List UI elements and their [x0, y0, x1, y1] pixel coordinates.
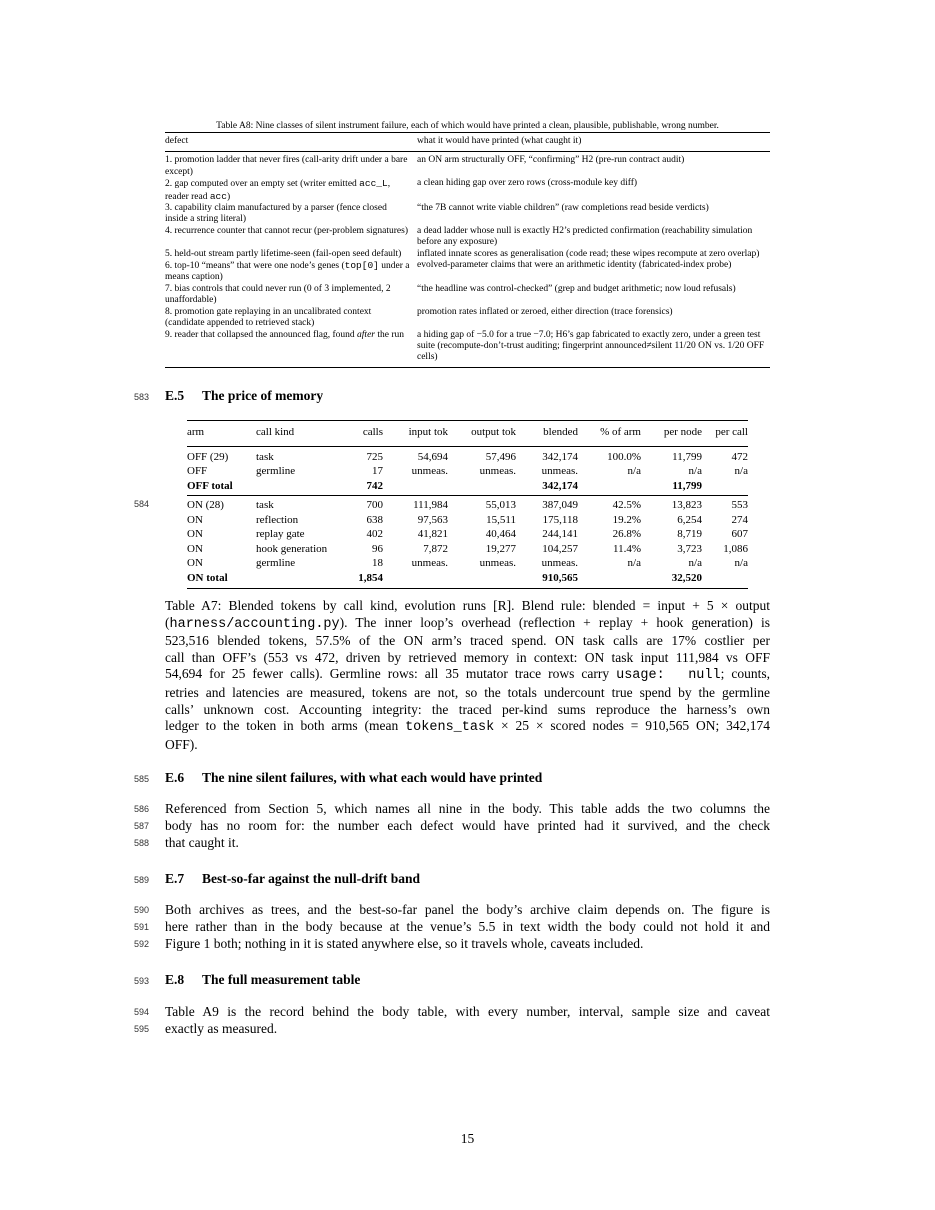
code-text: acc [209, 190, 227, 202]
table-a7-grid [187, 420, 748, 589]
table-cell: germline [256, 465, 296, 477]
code-text: usage: null [616, 668, 721, 684]
caption-line [165, 598, 770, 615]
table-cell: 342,174 [542, 450, 578, 463]
table-cell [383, 571, 448, 589]
table-cell: 26.8% [612, 528, 641, 540]
table-cell: 472 [731, 450, 748, 463]
table-cell: 7,872 [423, 542, 448, 555]
table-cell: 40,464 [485, 528, 516, 540]
table-cell: OFF (29) [187, 450, 229, 463]
defect-text: ) [226, 191, 231, 202]
table-cell: 402 [366, 528, 383, 540]
defect-cell [165, 260, 417, 284]
table-cell: 175,118 [542, 513, 578, 526]
defect-cell: 3. capability claim manufactured by a parser (fence closed inside a string literal) [165, 203, 387, 225]
caption-text: ( [165, 614, 170, 630]
code-text: acc_L [359, 178, 388, 190]
table-cell: 244,141 [542, 528, 578, 540]
line-number: 591 [134, 922, 150, 932]
table-cell [578, 571, 641, 589]
table-cell: 638 [366, 513, 383, 526]
section-e7-paragraph [165, 901, 770, 952]
table-a7-header-row [187, 421, 748, 447]
table-cell: n/a [734, 557, 748, 569]
section-number: E.6 [165, 770, 185, 785]
table-row [187, 446, 748, 464]
table-row [165, 260, 770, 284]
table-cell: ON [187, 542, 203, 555]
defect-text: , reader read [165, 179, 391, 202]
table-cell: unmeas. [411, 557, 448, 569]
line-number: 584 [134, 499, 150, 509]
table-cell [448, 479, 516, 496]
table-cell: 111,984 [413, 499, 448, 511]
line-number: 586 [134, 804, 150, 814]
defect-cell [165, 178, 417, 203]
line-number: 592 [134, 939, 150, 949]
section-e6-paragraph [165, 800, 770, 851]
table-row [165, 284, 770, 307]
table-row [165, 249, 770, 260]
defect-text: 6. top-10 “means” that were one node’s genes ( [165, 261, 345, 272]
section-heading-e8 [165, 972, 360, 988]
table-a8-caption: Table A8: Nine classes of silent instrument failure, each of which would have printed a clean, plausible, publishable, wrong number. [216, 121, 719, 131]
section-title: The full measurement table [202, 972, 361, 987]
table-cell: unmeas. [541, 465, 578, 477]
defect-cell: 4. recurrence counter that cannot recur (per-problem signatures) [165, 225, 408, 236]
table-cell: 54,694 [417, 450, 448, 463]
table-cell: 19.2% [612, 513, 641, 526]
table-cell: 700 [366, 499, 383, 511]
table-cell: 8,719 [677, 528, 702, 540]
line-number: 583 [134, 392, 150, 402]
caption-text: 54,694 for 25 fewer calls). Germline rows: all 35 mutator trace rows carry [165, 666, 617, 682]
table-cell: 910,565 [516, 571, 578, 589]
table-cell: 553 [731, 499, 748, 511]
defect-cell: 1. promotion ladder that never fires (call-arity drift under a bare except) [165, 155, 408, 177]
table-row [187, 479, 748, 496]
table-cell: unmeas. [411, 465, 448, 477]
table-a8-header-printed: what it would have printed (what caught it) [417, 133, 770, 152]
table-cell: n/a [627, 557, 641, 569]
table-cell [702, 479, 748, 496]
table-cell: 13,823 [671, 499, 702, 511]
caption-text: × 25 × scored nodes = 910,565 ON; 342,174 [494, 718, 770, 734]
table-cell: 725 [366, 450, 383, 463]
paragraph-line: Figure 1 both; nothing in it is stated anywhere else, so it travels whole, caveats included. [165, 936, 644, 951]
table-row [165, 330, 770, 368]
table-cell: task [256, 499, 274, 511]
table-row [187, 542, 748, 557]
table-cell: ON (28) [187, 499, 224, 511]
defect-cell [165, 330, 417, 368]
section-title: The nine silent failures, with what each would have printed [202, 770, 543, 785]
line-number: 594 [134, 1007, 150, 1017]
table-cell: ON total [187, 571, 256, 589]
table-cell: 100.0% [607, 450, 641, 463]
table-a7-body [187, 446, 748, 589]
table-cell: hook generation [256, 542, 328, 555]
table-cell: n/a [734, 465, 748, 477]
section-e8-paragraph [165, 1003, 770, 1037]
table-cell: ON [187, 528, 203, 540]
caption-line [165, 650, 770, 667]
defect-cell: 7. bias controls that could never run (0 of 3 implemented, 2 unaffordable) [165, 283, 391, 306]
printed-cell: a clean hiding gap over zero rows (cross-module key diff) [417, 178, 638, 189]
printed-cell: “the 7B cannot write viable children” (raw completions read beside verdicts) [417, 203, 709, 214]
table-cell: 11,799 [641, 479, 702, 496]
paragraph-line: here rather than in the body because at the venue’s 5.5 in text width the body could not hold it and [165, 919, 770, 934]
caption-text: 523,516 blended tokens, 57.5% of the ON arm’s traced spend. ON task calls are 17% costlier per [165, 633, 770, 649]
table-cell [256, 479, 349, 496]
table-cell: 342,174 [516, 479, 578, 496]
section-title: Best-so-far against the null-drift band [202, 871, 421, 886]
table-cell: 607 [731, 528, 748, 540]
table-cell: 6,254 [677, 513, 702, 526]
section-heading-e6 [165, 770, 542, 786]
table-cell: 19,277 [485, 542, 516, 555]
paragraph-line: exactly as measured. [165, 1021, 278, 1036]
defect-text: under a means caption) [165, 261, 410, 283]
defect-text: 9. reader that collapsed the announced flag, found [165, 329, 358, 340]
caption-text: call than OFF’s (553 vs 472, driven by retrieved memory in context: ON task input 111,984 vs OFF [165, 649, 770, 665]
line-number: 587 [134, 821, 150, 831]
caption-text: calls’ unknown cost. Accounting integrity: the traced per-kind sums reproduce the harness’s own [165, 701, 770, 717]
defect-text: 2. gap computed over an empty set (writer emitted [165, 179, 360, 190]
table-cell: unmeas. [479, 465, 516, 477]
table-row [187, 513, 748, 528]
table-cell: 41,821 [417, 528, 448, 540]
table-cell: 387,049 [542, 499, 578, 511]
table-cell: n/a [688, 557, 702, 569]
section-number: E.7 [165, 871, 185, 886]
table-cell: germline [256, 557, 296, 569]
table-cell: 742 [349, 479, 383, 496]
table-row [187, 527, 748, 542]
line-number: 593 [134, 976, 150, 986]
table-a8-grid [165, 132, 770, 368]
caption-line [165, 666, 770, 685]
column-header: call kind [256, 421, 349, 447]
table-row [187, 464, 748, 479]
table-row [187, 496, 748, 513]
table-cell: replay gate [256, 528, 305, 540]
column-header: blended [516, 421, 578, 447]
line-number: 588 [134, 838, 150, 848]
table-a8-header-defect: defect [165, 133, 417, 152]
defect-text: the run [375, 329, 405, 340]
column-header: % of arm [578, 421, 641, 447]
defect-cell: 5. held-out stream partly lifetime-seen (fail-open seed default) [165, 248, 402, 259]
table-cell: n/a [688, 465, 702, 477]
caption-text: ledger to the token in both arms (mean [165, 718, 406, 734]
table-cell: 96 [372, 542, 383, 555]
printed-cell: evolved-parameter claims that were an arithmetic identity (fabricated-index probe) [417, 260, 732, 271]
table-cell: n/a [627, 465, 641, 477]
table-row [165, 307, 770, 330]
table-cell: 1,854 [349, 571, 383, 589]
table-cell [448, 571, 516, 589]
table-cell: 1,086 [723, 542, 748, 555]
table-cell: 11,799 [672, 450, 702, 463]
printed-cell: an ON arm structurally OFF, “confirming” H2 (pre-run contract audit) [417, 155, 685, 166]
section-title: The price of memory [202, 388, 324, 403]
section-number: E.8 [165, 972, 185, 987]
paragraph-line: Referenced from Section 5, which names all nine in the body. This table adds the two columns the [165, 801, 770, 816]
table-cell: 18 [372, 557, 383, 569]
caption-line [165, 737, 770, 754]
column-header: per node [641, 421, 702, 447]
table-cell: unmeas. [479, 557, 516, 569]
paragraph-line: body has no room for: the number each defect would have printed had it survived, and the check [165, 818, 770, 833]
paragraph-line: that caught it. [165, 835, 239, 850]
table-cell: 55,013 [485, 499, 516, 511]
caption-line [165, 615, 770, 634]
line-number: 589 [134, 875, 150, 885]
printed-cell: a dead ladder whose null is exactly H2’s predicted confirmation (reachability simulation before any exposure) [417, 225, 753, 248]
table-cell: 57,496 [485, 450, 516, 463]
table-cell: OFF total [187, 479, 256, 496]
column-header: calls [349, 421, 383, 447]
printed-cell: “the headline was control-checked” (grep and budget arithmetic; now loud refusals) [417, 283, 736, 294]
caption-text: retries and latencies are measured, tokens are not, so the totals undercount true spend by the germline [165, 684, 770, 700]
column-header: output tok [448, 421, 516, 447]
table-cell: 104,257 [542, 542, 578, 555]
caption-line [165, 702, 770, 719]
table-cell [702, 571, 748, 589]
table-cell: 15,511 [486, 513, 516, 526]
table-cell: OFF [187, 465, 208, 477]
paragraph-line: Table A9 is the record behind the body table, with every number, interval, sample size and caveat [165, 1004, 770, 1019]
table-cell: 17 [372, 465, 383, 477]
table-cell: 97,563 [417, 513, 448, 526]
caption-text: Table A7: Blended tokens by call kind, evolution runs [R]. Blend rule: blended = input + 5 × output [165, 598, 770, 613]
caption-text: ). The inner loop’s overhead (reflection + replay + hook generation) is [339, 614, 770, 630]
line-number: 595 [134, 1024, 150, 1034]
column-header: per call [702, 421, 748, 447]
table-cell: reflection [256, 513, 299, 526]
caption-line [165, 718, 770, 737]
code-text: top[0] [344, 260, 379, 272]
table-cell: ON [187, 513, 203, 526]
table-cell: 3,723 [677, 542, 702, 555]
table-row [165, 203, 770, 226]
table-a7 [187, 420, 748, 589]
table-cell [383, 479, 448, 496]
table-row [187, 571, 748, 589]
defect-cell: 8. promotion gate replaying in an uncalibrated context (candidate appended to retrieved stack) [165, 306, 372, 329]
caption-line [165, 633, 770, 650]
section-heading-e7 [165, 871, 420, 887]
table-row [165, 226, 770, 249]
table-a8-header-row [165, 133, 770, 152]
column-header: arm [187, 421, 256, 447]
table-cell: 11.4% [612, 542, 641, 555]
section-number: E.5 [165, 388, 185, 403]
table-cell: 32,520 [641, 571, 702, 589]
section-heading-e5 [165, 388, 323, 404]
table-cell [578, 479, 641, 496]
code-text: tokens_task [405, 720, 495, 736]
table-cell: task [256, 450, 274, 463]
printed-cell: promotion rates inflated or zeroed, either direction (trace forensics) [417, 306, 673, 317]
table-cell: unmeas. [541, 557, 578, 569]
table-cell: 42.5% [612, 499, 641, 511]
caption-text: OFF). [165, 736, 198, 752]
printed-cell: inflated innate scores as generalisation (code read; these wipes recompute at zero overlap) [417, 248, 760, 259]
column-header: input tok [383, 421, 448, 447]
table-row [165, 178, 770, 203]
caption-text: ; counts, [720, 666, 771, 682]
page-number: 15 [460, 1131, 475, 1146]
code-text: harness/accounting.py [169, 616, 340, 632]
table-a7-caption [165, 598, 770, 753]
line-number: 590 [134, 905, 150, 915]
table-row [165, 152, 770, 178]
table-cell: ON [187, 557, 203, 569]
printed-cell: a hiding gap of −5.0 for a true −7.0; H6’s gap fabricated to exactly zero, under a green test suite (recompute-don’t-trust auditing; fingerprint announced≠silent 11/20 ON vs. 1/20 OFF cells) [417, 330, 770, 368]
paragraph-line: Both archives as trees, and the best-so-far panel the body’s archive claim depends on. The figure is [165, 902, 770, 917]
line-number: 585 [134, 774, 150, 784]
table-a8 [165, 120, 770, 368]
table-cell [256, 571, 349, 589]
table-row [187, 556, 748, 571]
emphasis-text: after [357, 329, 375, 340]
table-cell: 274 [731, 513, 748, 526]
caption-line [165, 685, 770, 702]
